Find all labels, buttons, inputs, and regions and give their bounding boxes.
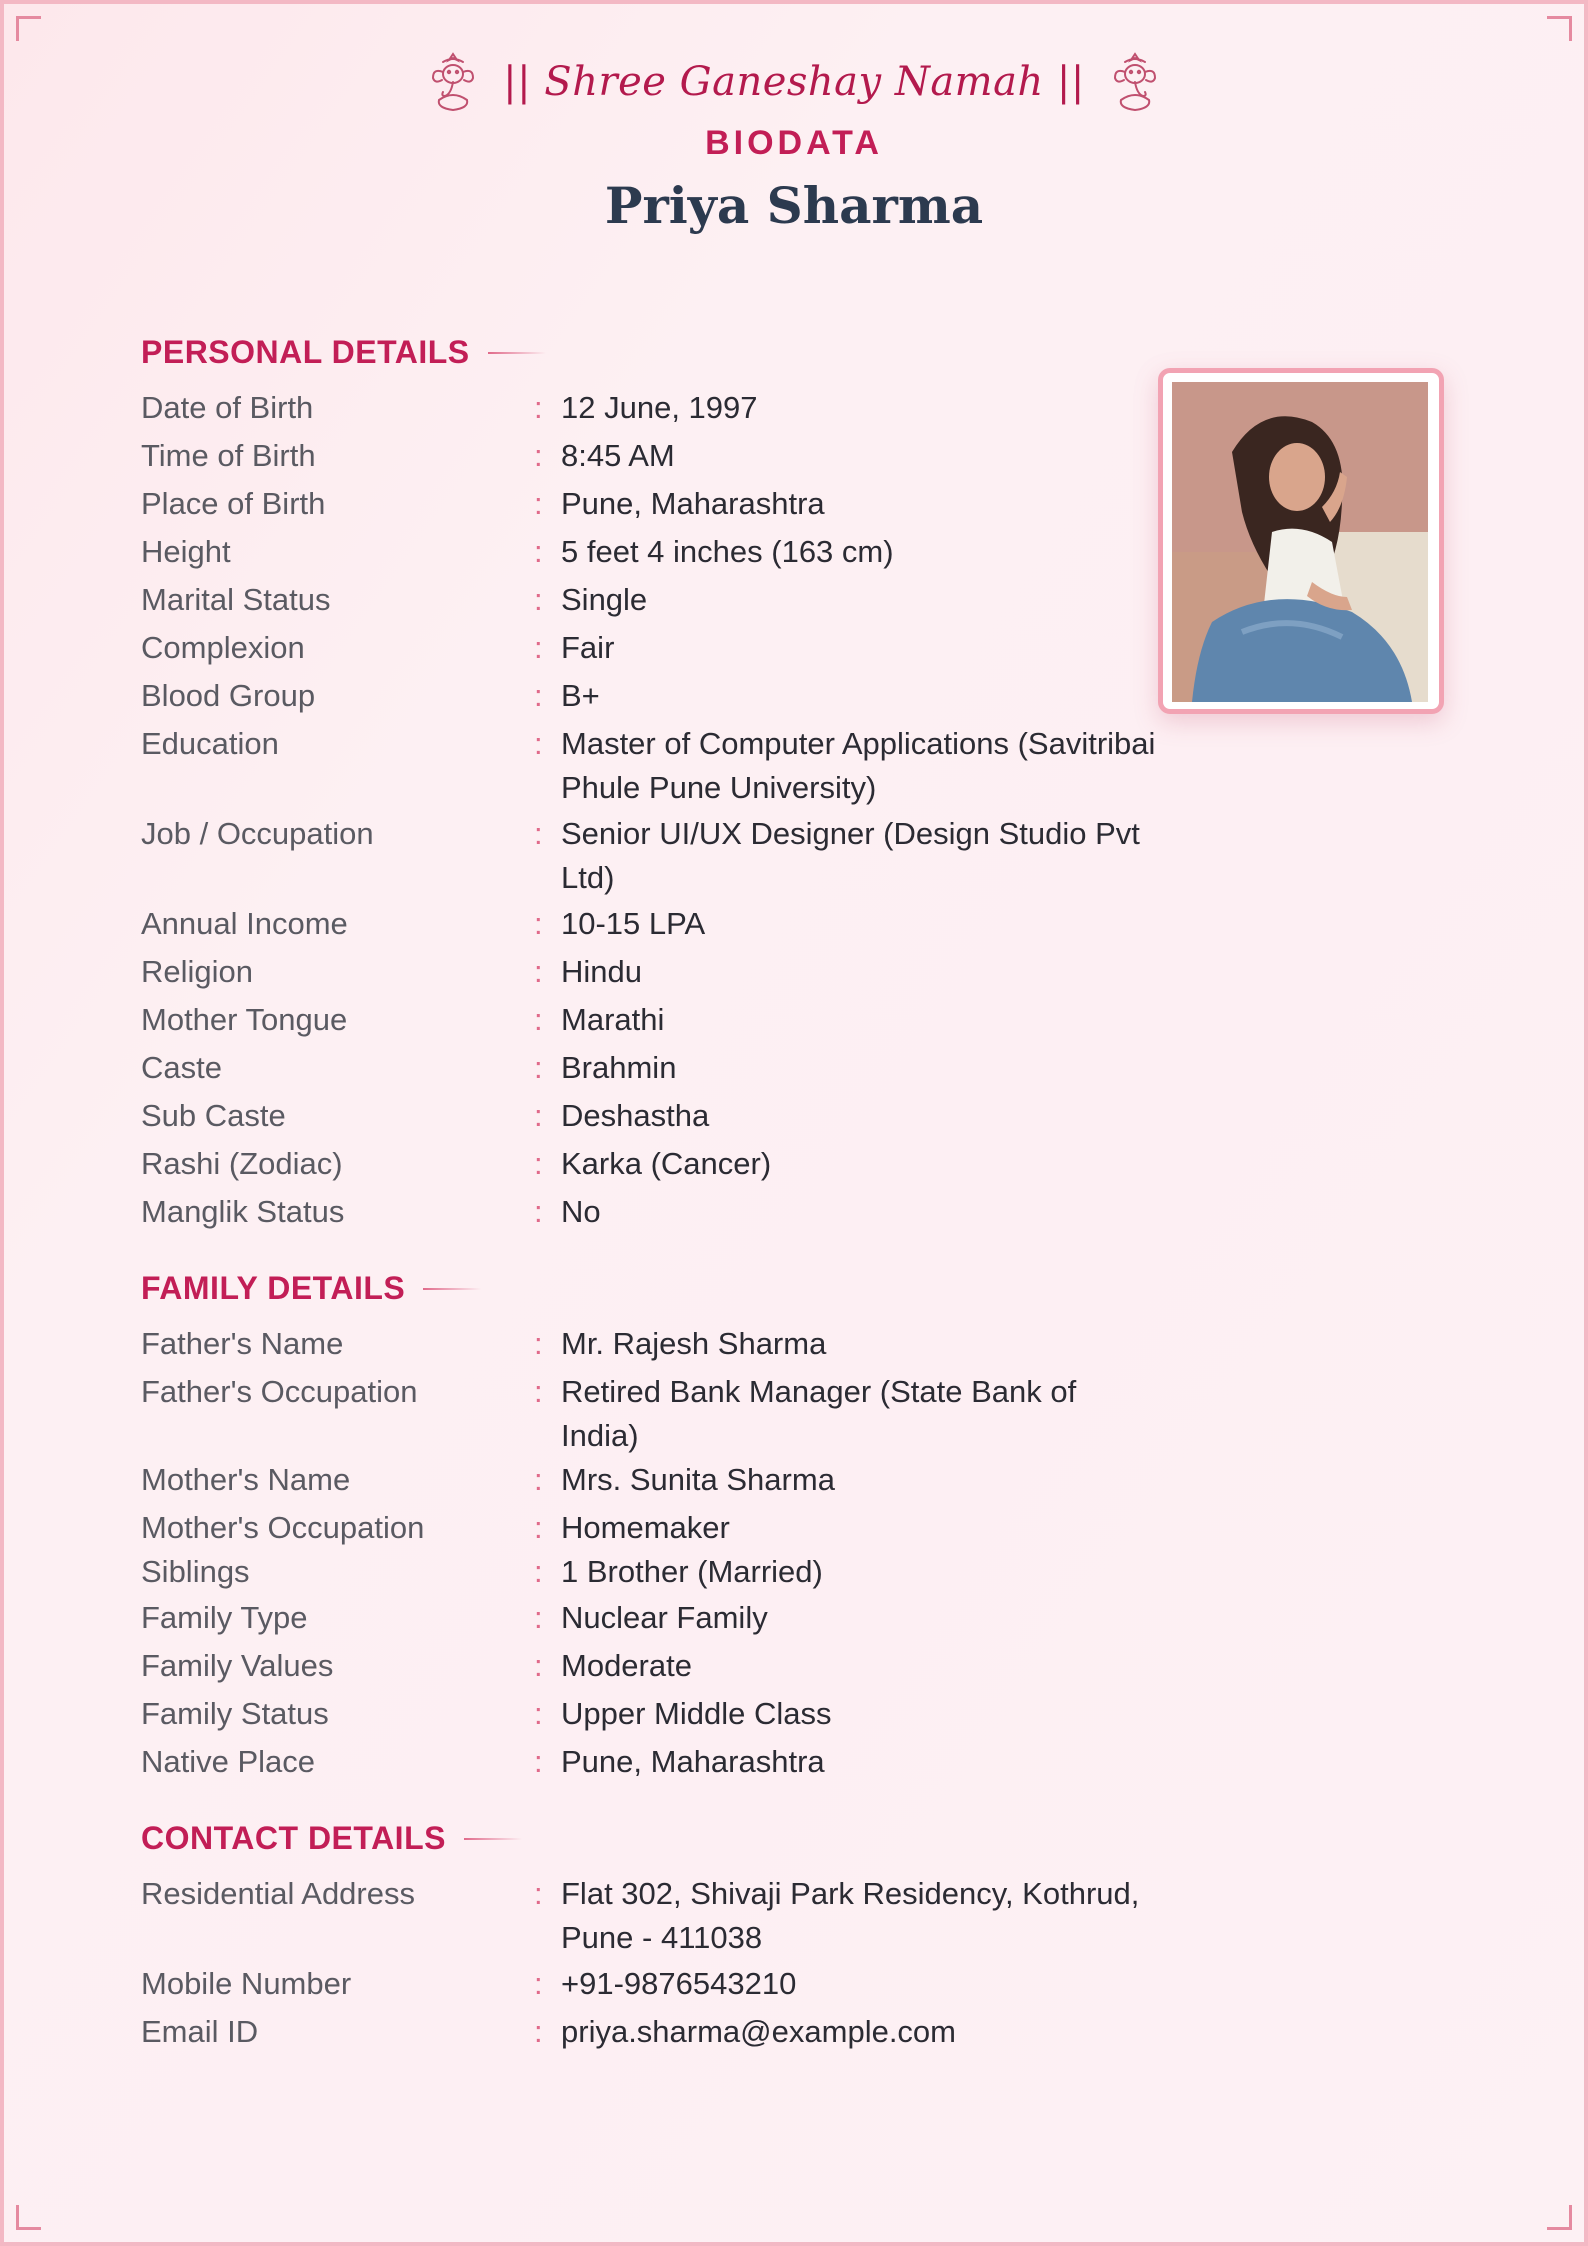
separator-colon: : [534,1146,543,1181]
separator-colon: : [534,438,543,473]
detail-value: Marathi [561,1002,665,1037]
detail-label: Caste [141,1050,222,1085]
separator-colon: : [534,486,543,521]
section-title-text: PERSONAL DETAILS [141,334,470,370]
detail-label: Family Type [141,1600,308,1635]
separator-colon: : [534,2014,543,2049]
detail-label: Email ID [141,2014,259,2049]
separator-colon: : [534,1098,543,1133]
separator-colon: : [534,1744,543,1779]
detail-label: Native Place [141,1744,316,1779]
corner-ornament-top-left [16,16,41,41]
separator-colon: : [534,1554,543,1589]
separator-colon: : [534,954,543,989]
detail-label: Sub Caste [141,1098,286,1133]
detail-label: Height [141,534,231,569]
separator-colon: : [534,1194,543,1229]
person-name: Priya Sharma [604,176,984,235]
section-rule [488,352,546,354]
detail-value: Moderate [561,1648,692,1683]
separator-colon: : [534,906,543,941]
detail-value: Deshastha [561,1098,710,1133]
separator-colon: : [534,582,543,617]
detail-value: 5 feet 4 inches (163 cm) [561,534,894,569]
detail-value: Mr. Rajesh Sharma [561,1326,827,1361]
detail-label: Complexion [141,630,305,665]
detail-label: Mother's Occupation [141,1510,425,1545]
invocation-text: || Shree Ganeshay Namah || [503,59,1085,105]
detail-value: +91-9876543210 [561,1966,797,2001]
detail-value: Single [561,582,648,617]
detail-label: Manglik Status [141,1194,345,1229]
detail-label: Siblings [141,1554,250,1589]
detail-label: Annual Income [141,906,348,941]
detail-value: Mrs. Sunita Sharma [561,1462,835,1497]
detail-value: B+ [561,678,600,713]
separator-colon: : [534,630,543,665]
separator-colon: : [534,1966,543,2001]
detail-label: Mother Tongue [141,1002,348,1037]
detail-value: Homemaker [561,1510,730,1545]
detail-label: Rashi (Zodiac) [141,1146,343,1181]
detail-label: Residential Address [141,1876,415,1911]
detail-value: Nuclear Family [561,1600,768,1635]
section-rule [423,1288,481,1290]
corner-ornament-bottom-left [16,2205,41,2230]
detail-value: Brahmin [561,1050,677,1085]
detail-value: Karka (Cancer) [561,1146,772,1181]
corner-ornament-bottom-right [1547,2205,1572,2230]
detail-value: Pune, Maharashtra [561,486,825,521]
separator-colon: : [534,1050,543,1085]
separator-colon: : [534,1648,543,1683]
detail-value: 12 June, 1997 [561,390,758,425]
detail-value: Upper Middle Class [561,1696,832,1731]
detail-value: Pune, Maharashtra [561,1744,825,1779]
ganesha-icon [1107,50,1163,114]
detail-label: Time of Birth [141,438,316,473]
separator-colon: : [534,1374,543,1409]
detail-label: Date of Birth [141,390,314,425]
detail-value: No [561,1194,601,1229]
detail-value: Senior UI/UX Designer (Design Studio Pvt Ltd) [561,816,1140,895]
detail-value: Fair [561,630,615,665]
detail-label: Father's Occupation [141,1374,418,1409]
detail-label: Father's Name [141,1326,344,1361]
detail-label: Blood Group [141,678,316,713]
separator-colon: : [534,1600,543,1635]
separator-colon: : [534,1876,543,1911]
corner-ornament-top-right [1547,16,1572,41]
detail-value: Retired Bank Manager (State Bank of India) [561,1374,1077,1453]
section-rule [464,1838,522,1840]
section-title-text: FAMILY DETAILS [141,1270,406,1306]
profile-photo [1158,368,1444,714]
detail-label: Marital Status [141,582,331,617]
detail-value: Master of Computer Applications (Savitribai Phule Pune University) [561,726,1156,805]
section-title-contact [141,1820,522,1857]
detail-value: priya.sharma@example.com [561,2014,956,2049]
detail-label: Place of Birth [141,486,326,521]
section-title-text: CONTACT DETAILS [141,1820,446,1856]
separator-colon: : [534,1462,543,1497]
detail-label: Religion [141,954,254,989]
detail-value: 10-15 LPA [561,906,706,941]
section-title-personal [141,334,546,371]
detail-label: Job / Occupation [141,816,374,851]
document-type: BIODATA [705,124,883,162]
detail-label: Education [141,726,279,761]
detail-value: 1 Brother (Married) [561,1554,823,1589]
separator-colon: : [534,1696,543,1731]
separator-colon: : [534,390,543,425]
invocation-line [0,42,1588,122]
separator-colon: : [534,678,543,713]
separator-colon: : [534,1002,543,1037]
detail-label: Mobile Number [141,1966,352,2001]
detail-label: Family Status [141,1696,329,1731]
detail-value: Hindu [561,954,642,989]
ganesha-icon [425,50,481,114]
separator-colon: : [534,1326,543,1361]
section-title-family [141,1270,481,1307]
separator-colon: : [534,1510,543,1545]
separator-colon: : [534,534,543,569]
detail-value: Flat 302, Shivaji Park Residency, Kothrud, Pune - 411038 [561,1876,1140,1955]
detail-label: Mother's Name [141,1462,351,1497]
separator-colon: : [534,726,543,761]
separator-colon: : [534,816,543,851]
detail-value: 8:45 AM [561,438,675,473]
detail-label: Family Values [141,1648,334,1683]
profile-photo-image [1172,382,1428,702]
